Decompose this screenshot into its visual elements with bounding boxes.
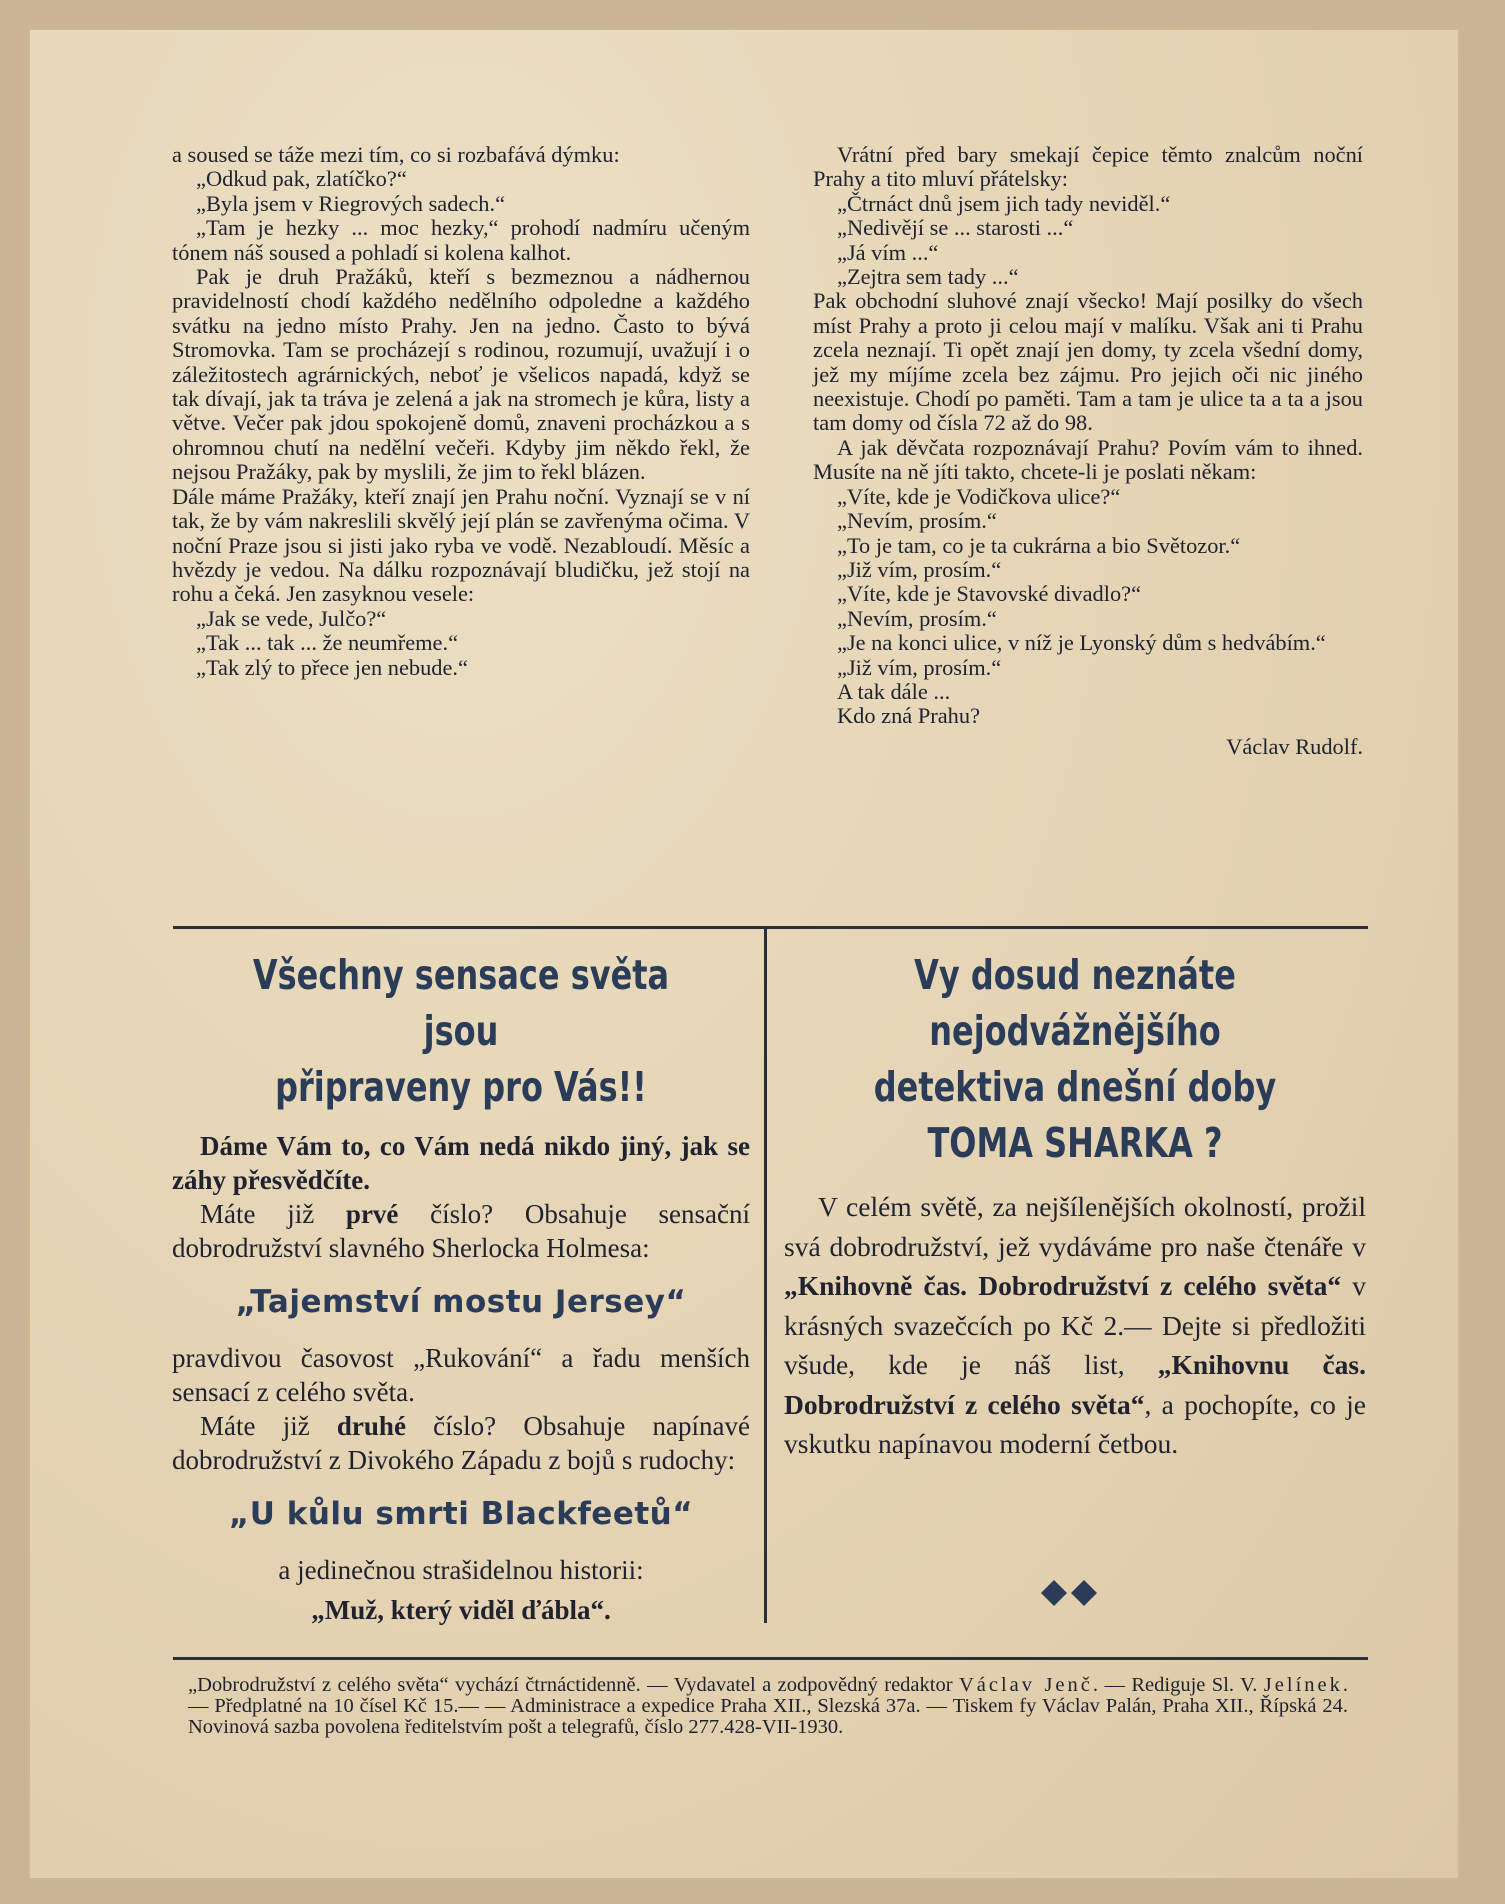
article-column-right — [813, 143, 1363, 759]
left-column-paragraph: „Tak zlý to přece jen nebude.“ — [196, 654, 468, 680]
author-signature: Václav Rudolf. — [1226, 733, 1363, 759]
ad-left-heading-line1: Všechny sensace světa jsou — [252, 951, 670, 1055]
ad-left-title-devil: „Muž, který viděl ďábla“. — [311, 1595, 611, 1625]
left-column-paragraph: „Tam je hezky ... moc hezky,“ prohodí nadmíru učeným tónem náš soused a pohladí si kolena kalhot. — [172, 215, 750, 265]
ad-left-title-jersey: „Tajemství mostu Jersey“ — [235, 1284, 687, 1320]
right-column-paragraph: „Já vím ...“ — [837, 239, 939, 265]
right-column-paragraph: „Je na konci ulice, v níž je Lyonský dům s hedvábím.“ — [837, 630, 1326, 656]
left-column-paragraph: „Byla jsem v Riegrových sadech.“ — [196, 190, 506, 216]
right-column-paragraph: Pak obchodní sluhové znají všecko! Mají posilky do všech míst Prahy a proto ji celou mají v malíku. Však ani ti Prahu zcela neznají. Ti opět znají jen domy, ty zcela všední domy, jež my míjíme zcela bez zájmu. Pro jejich oči nic jiného neexistuje. Chodí po paměti. Tam a tam je ulice ta a ta a jsou tam domy od čísla 72 až do 98. — [813, 288, 1363, 436]
left-column-paragraph: „Jak se vede, Julčo?“ — [196, 605, 387, 631]
right-column-paragraph: „Čtrnáct dnů jsem jich tady neviděl.“ — [837, 190, 1171, 216]
left-column-paragraph: Pak je druh Pražáků, kteří s bezmeznou a nádhernou pravidelností chodí každého nedělního odpoledne a každého svátku na jedno místo Prahy. Jen na jedno. Často to bývá Stromovka. Tam se procházejí s rodinou, rozumují, uvažují i o záležitostech agrárnických, neboť je všelicos napadá, když se tak dívají, jak ta tráva je zelená a jak na stromech je kůra, listy a větve. Večer pak jdou spokojeně domů, znaveni procházkou a s ohromnou chutí na nedělní večeři. Kdyby jim někdo řekl, že nejsou Pražáky, pak by myslili, že jim to řekl blázen. — [172, 264, 750, 485]
left-column-paragraph: a soused se táže mezi tím, co si rozbafává dýmku: — [172, 142, 620, 167]
ad-left-second-issue: Máte již druhé číslo? Obsahuje napínavé dobrodružství z Divokého Západu z bojů s rudochy: — [172, 1411, 750, 1475]
ad-left-first-issue-extra: pravdivou časovost „Rukování“ a řadu menších sensací z celého světa. — [172, 1343, 750, 1407]
left-column-paragraph: Dále máme Pražáky, kteří znají jen Prahu noční. Vyznají se v ní tak, že by vám nakreslili skvělý její plán se zavřenýma očima. V noční Praze jsou si jisti jako ryba ve vodě. Nezabloudí. Měsíc a hvězdy je vedou. Na dálku rozpoznávají bludičku, jež stojí na rohu a čeká. Jen zasyknou vesele: — [172, 483, 750, 607]
right-column-paragraph: „Zejtra sem tady ...“ — [837, 264, 1019, 290]
article-column-left — [172, 143, 750, 680]
ad-left-title-blackfeet: „U kůlu smrti Blackfeetů“ — [228, 1496, 694, 1532]
right-column-paragraph: Kdo zná Prahu? — [837, 703, 981, 729]
right-column-paragraph: „Nevím, prosím.“ — [837, 508, 997, 534]
imprint-footer: „Dobrodružství z celého světa“ vychází čtrnáctidenně. — Vydavatel a zodpovědný redaktor Václav Jenč. — Rediguje Sl. V. Jelínek. — Předplatné na 10 čísel Kč 15.— — Administrace a expedice Praha XII., Slezská 37a. — Tiskem fy Václav Palán, Praha XII., Řípská 24. Novinová sazba povolena ředitelstvím pošt a telegrafů, číslo 277.428-VII-1930. — [188, 1674, 1348, 1738]
ad-right-heading-line2: detektiva dnešní doby — [873, 1063, 1277, 1111]
advertisement-left — [172, 947, 750, 1627]
right-column-paragraph: A jak děvčata rozpoznávají Prahu? Povím vám to ihned. Musíte na ně jíti takto, chcete-li je poslati někam: — [813, 434, 1363, 485]
right-column-paragraph: „Nedivějí se ... starosti ...“ — [837, 215, 1074, 241]
ad-right-heading-line1: Vy dosud neznáte nejodvážnějšího — [914, 951, 1236, 1055]
left-column-paragraph: „Tak ... tak ... že neumřeme.“ — [196, 630, 459, 656]
right-column-paragraph: „Víte, kde je Vodičkova ulice?“ — [837, 483, 1121, 509]
right-column-paragraph: „Již vím, prosím.“ — [837, 654, 1002, 680]
divider-top — [173, 926, 1368, 929]
right-column-paragraph: „Již vím, prosím.“ — [837, 556, 1002, 582]
right-column-paragraph: „Nevím, prosím.“ — [837, 605, 997, 631]
divider-vertical — [764, 929, 767, 1623]
ad-right-body: V celém světě, za nejšílenějších okolností, prožil svá dobrodružství, jež vydáváme pro naše čtenáře v „Knihovně čas. Dobrodružství z celého světa“ v krásných svazečcích po Kč 2.— Dejte si předložiti všude, kde je náš list, „Knihovnu čas. Dobrodružství z celého světa“, a pochopíte, co je vskutku napínavou moderní četbou. — [784, 1191, 1367, 1459]
right-column-paragraph: „To je tam, co je ta cukrárna a bio Světozor.“ — [837, 532, 1241, 558]
divider-bottom — [173, 1657, 1368, 1660]
ad-left-heading-line2: připraveny pro Vás!! — [275, 1063, 647, 1111]
right-column-paragraph: Vrátní před bary smekají čepice těmto znalcům noční Prahy a tito mluví přátelsky: — [813, 142, 1363, 192]
ad-left-intro: Dáme Vám to, co Vám nedá nikdo jiný, jak se záhy přesvědčíte. — [172, 1131, 750, 1195]
ad-right-heading-line3: TOMA SHARKA ? — [927, 1119, 1223, 1167]
right-column-paragraph: A tak dále ... — [837, 678, 951, 704]
ad-left-ghost-story: a jedinečnou strašidelnou historii: — [278, 1555, 644, 1585]
diamond-ornament-icon — [1040, 1578, 1100, 1608]
ad-left-first-issue: Máte již prvé číslo? Obsahuje sensační dobrodružství slavného Sherlocka Holmesa: — [172, 1199, 751, 1263]
advertisement-right — [784, 947, 1366, 1491]
left-column-paragraph: „Odkud pak, zlatíčko?“ — [196, 166, 407, 192]
right-column-paragraph: „Víte, kde je Stavovské divadlo?“ — [837, 581, 1142, 607]
